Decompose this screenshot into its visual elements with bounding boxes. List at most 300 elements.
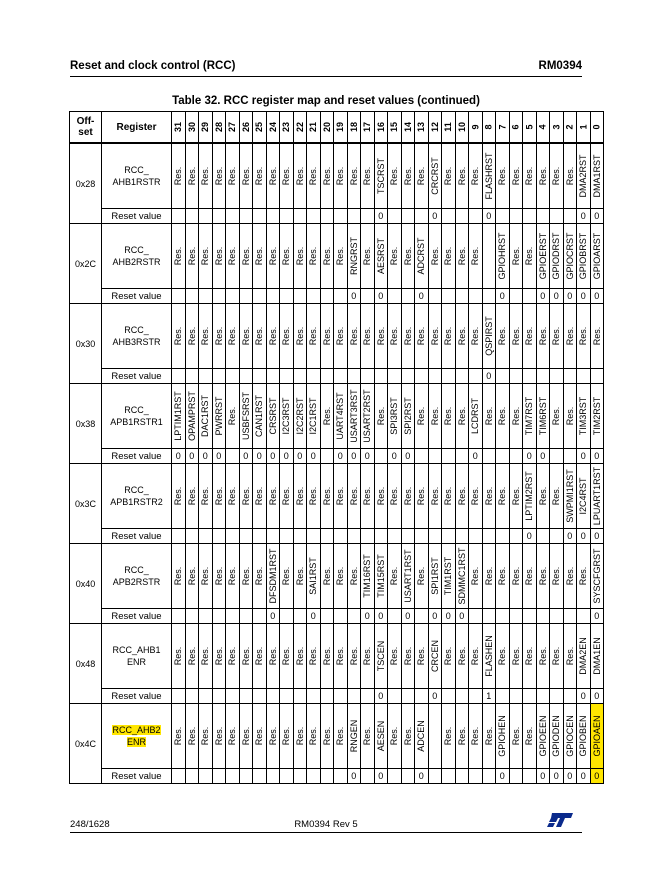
field-name: DMA2RST — [578, 154, 588, 198]
reset-value-label: Reset value — [102, 529, 172, 544]
field-name: Res. — [497, 486, 507, 506]
field-name: Res. — [227, 726, 237, 746]
bit-field-24 — [266, 224, 280, 289]
field-name: Res. — [524, 646, 534, 666]
reset-bit-7 — [496, 689, 510, 704]
field-name: Res. — [551, 326, 561, 346]
bit-field-16 — [374, 464, 388, 529]
bit-field-16 — [374, 704, 388, 769]
bit-field-8 — [482, 224, 496, 289]
bit-field-7 — [496, 143, 510, 209]
field-name: Res. — [348, 326, 359, 346]
reset-bit-14 — [401, 289, 415, 304]
reset-bit-6 — [509, 769, 523, 784]
bit-number: 9 — [470, 124, 481, 130]
reset-bit-8: 0 — [482, 369, 496, 384]
field-name: Res. — [564, 566, 575, 586]
field-name: Res. — [389, 726, 399, 746]
reset-value-label: Reset value — [102, 369, 172, 384]
field-name: RNGRST — [348, 237, 359, 275]
field-name: GPIOHRST — [497, 232, 507, 280]
bit-field-8 — [482, 143, 496, 209]
field-name: Res. — [456, 486, 467, 506]
field-name: Res. — [267, 326, 278, 346]
field-name: Res. — [362, 326, 372, 346]
bit-field-12 — [428, 464, 442, 529]
reset-bit-22 — [293, 689, 307, 704]
reset-bit-16 — [374, 449, 388, 464]
bit-field-0 — [590, 704, 604, 769]
reset-bit-8 — [482, 529, 496, 544]
bit-number: 29 — [200, 121, 211, 133]
bit-number: 26 — [240, 121, 251, 133]
field-name: Res. — [483, 486, 494, 506]
bit-field-0 — [590, 384, 604, 449]
reset-bit-24 — [266, 689, 280, 704]
bit-field-24 — [266, 304, 280, 369]
field-name: SPI1RST — [429, 557, 440, 595]
field-name: Res. — [281, 166, 291, 186]
reset-bit-26 — [239, 369, 253, 384]
bit-field-22 — [293, 304, 307, 369]
bit-header-23 — [280, 112, 294, 144]
bit-field-2 — [563, 384, 577, 449]
field-name: TIM3RST — [578, 396, 588, 436]
reset-bit-30 — [185, 369, 199, 384]
reset-bit-28 — [212, 769, 226, 784]
bit-field-5 — [523, 304, 537, 369]
bit-field-31 — [172, 304, 186, 369]
reset-bit-0: 0 — [590, 449, 604, 464]
bit-header-19 — [334, 112, 348, 144]
bit-header-20 — [320, 112, 334, 144]
bit-field-27 — [226, 384, 240, 449]
reset-bit-23 — [280, 529, 294, 544]
bit-field-19 — [334, 224, 348, 289]
field-name: Res. — [483, 406, 494, 426]
bit-field-12 — [428, 624, 442, 689]
field-name: Res. — [537, 166, 548, 186]
reset-bit-29 — [199, 769, 213, 784]
field-name: Res. — [294, 566, 305, 586]
reset-bit-16: 0 — [374, 689, 388, 704]
reset-bit-13 — [415, 449, 429, 464]
field-name: Res. — [335, 326, 345, 346]
reset-bit-19 — [334, 289, 348, 304]
reset-bit-31 — [172, 289, 186, 304]
field-name: Res. — [402, 246, 413, 266]
bit-field-27 — [226, 704, 240, 769]
bit-field-28 — [212, 143, 226, 209]
reset-bit-2 — [563, 449, 577, 464]
field-name: Res. — [510, 646, 521, 666]
reset-bit-14: 0 — [401, 449, 415, 464]
bit-field-5 — [523, 544, 537, 609]
field-name: Res. — [240, 726, 251, 746]
bit-field-23 — [280, 224, 294, 289]
reset-bit-31 — [172, 769, 186, 784]
field-name: Res. — [227, 326, 237, 346]
reset-bit-24: 0 — [266, 449, 280, 464]
bit-field-24 — [266, 464, 280, 529]
reset-bit-26: 0 — [239, 449, 253, 464]
bit-field-2 — [563, 304, 577, 369]
field-name: Res. — [510, 246, 521, 266]
reset-bit-29 — [199, 209, 213, 224]
reset-bit-27 — [226, 289, 240, 304]
reset-bit-30 — [185, 209, 199, 224]
section-title: Reset and clock control (RCC) — [70, 60, 236, 72]
field-name: TIM6RST — [537, 396, 548, 436]
bit-field-19 — [334, 624, 348, 689]
reset-bit-24 — [266, 529, 280, 544]
bit-field-29 — [199, 464, 213, 529]
reset-bit-0: 0 — [590, 289, 604, 304]
bit-field-29 — [199, 304, 213, 369]
field-name: Res. — [213, 646, 224, 666]
bit-field-1 — [577, 624, 591, 689]
register-name-line: APB1RSTR2 — [110, 497, 163, 507]
register-name-line: AHB2RSTR — [112, 257, 161, 267]
bit-number: 17 — [362, 121, 373, 133]
field-name: Res. — [362, 166, 372, 186]
bit-field-16 — [374, 624, 388, 689]
offset-column-header: Off-set — [70, 112, 102, 144]
table-header-row — [70, 112, 604, 144]
register-name — [102, 143, 172, 209]
field-name: Res. — [443, 406, 453, 426]
reset-bit-6 — [509, 529, 523, 544]
reset-bit-18 — [347, 209, 361, 224]
bit-number: 3 — [551, 124, 562, 130]
bit-field-30 — [185, 544, 199, 609]
field-name: Res. — [348, 646, 359, 666]
bit-field-3 — [550, 624, 564, 689]
field-name: Res. — [186, 246, 197, 266]
reset-bit-26 — [239, 769, 253, 784]
bit-field-17 — [361, 304, 375, 369]
reset-bit-11 — [442, 369, 456, 384]
field-name: Res. — [335, 166, 345, 186]
bit-header-3 — [550, 112, 564, 144]
bit-number: 8 — [483, 124, 494, 130]
register-name-line: RCC_ — [124, 325, 149, 335]
bit-field-26 — [239, 384, 253, 449]
reset-bit-1: 0 — [577, 289, 591, 304]
bit-field-13 — [415, 544, 429, 609]
reset-bit-1: 0 — [577, 209, 591, 224]
field-name: Res. — [551, 646, 561, 666]
bit-field-15 — [388, 544, 402, 609]
field-name: Res. — [213, 326, 224, 346]
bit-field-13 — [415, 304, 429, 369]
bit-header-5 — [523, 112, 537, 144]
reset-bit-31 — [172, 609, 186, 624]
bit-field-30 — [185, 464, 199, 529]
reset-bit-20 — [320, 289, 334, 304]
field-name: Res. — [429, 406, 440, 426]
reset-bit-25 — [253, 689, 267, 704]
register-name-text — [112, 245, 160, 267]
bit-field-28 — [212, 224, 226, 289]
bit-field-10 — [455, 704, 469, 769]
bit-field-19 — [334, 384, 348, 449]
reset-bit-30: 0 — [185, 449, 199, 464]
bit-header-16 — [374, 112, 388, 144]
field-name: Res. — [308, 646, 318, 666]
bit-field-20 — [320, 624, 334, 689]
bit-field-2 — [563, 464, 577, 529]
reset-bit-12: 0 — [428, 609, 442, 624]
reset-bit-17 — [361, 369, 375, 384]
field-name: LPTIM1RST — [173, 391, 183, 441]
bit-field-0 — [590, 464, 604, 529]
reset-value-label: Reset value — [102, 769, 172, 784]
field-name: Res. — [470, 646, 480, 666]
bit-field-3 — [550, 544, 564, 609]
bit-field-21 — [307, 624, 321, 689]
field-name: ADCEN — [416, 720, 426, 752]
bit-number: 18 — [348, 121, 359, 133]
field-name: Res. — [227, 246, 237, 266]
reset-bit-25: 0 — [253, 449, 267, 464]
reset-bit-14 — [401, 769, 415, 784]
bit-field-8 — [482, 624, 496, 689]
reset-bit-18 — [347, 369, 361, 384]
bit-field-21 — [307, 224, 321, 289]
bit-field-25 — [253, 143, 267, 209]
bit-number: 6 — [510, 124, 521, 130]
st-logo-icon — [546, 812, 574, 828]
reset-bit-11 — [442, 209, 456, 224]
reset-bit-17 — [361, 689, 375, 704]
bit-field-9 — [469, 143, 483, 209]
bit-field-26 — [239, 704, 253, 769]
bit-number: 21 — [308, 121, 319, 133]
reset-bit-14: 0 — [401, 609, 415, 624]
bit-field-29 — [199, 224, 213, 289]
field-name: Res. — [456, 726, 467, 746]
field-name: Res. — [389, 166, 399, 186]
field-name: Res. — [186, 726, 197, 746]
bit-field-1 — [577, 384, 591, 449]
field-name: Res. — [443, 486, 453, 506]
reset-bit-1: 0 — [577, 529, 591, 544]
reset-bit-10 — [455, 369, 469, 384]
field-name: Res. — [254, 246, 264, 266]
bit-field-7 — [496, 624, 510, 689]
field-name: Res. — [254, 566, 264, 586]
reset-bit-23 — [280, 209, 294, 224]
bit-number: 19 — [335, 121, 346, 133]
register-name-line: APB1RSTR1 — [110, 417, 163, 427]
field-name: Res. — [240, 166, 251, 186]
bit-field-28 — [212, 304, 226, 369]
field-name: Res. — [254, 646, 264, 666]
bit-field-0 — [590, 624, 604, 689]
reset-bit-16 — [374, 369, 388, 384]
register-name-line: RCC_ — [124, 245, 149, 255]
field-name: DMA1RST — [591, 154, 602, 198]
bit-field-9 — [469, 384, 483, 449]
bit-header-17 — [361, 112, 375, 144]
field-name: GPIOBEN — [578, 715, 588, 757]
reset-bit-11 — [442, 529, 456, 544]
bit-field-29 — [199, 143, 213, 209]
reset-bit-24 — [266, 369, 280, 384]
bit-field-15 — [388, 624, 402, 689]
field-name: Res. — [524, 246, 534, 266]
field-name: Res. — [402, 646, 413, 666]
reset-bit-17 — [361, 209, 375, 224]
bit-number: 16 — [375, 121, 386, 133]
reset-bit-22 — [293, 369, 307, 384]
bit-header-1 — [577, 112, 591, 144]
field-name: Res. — [402, 326, 413, 346]
bit-header-21 — [307, 112, 321, 144]
field-name: Res. — [173, 246, 183, 266]
reset-bit-23 — [280, 609, 294, 624]
bit-field-1 — [577, 304, 591, 369]
bit-field-21 — [307, 704, 321, 769]
field-name: Res. — [510, 566, 521, 586]
bit-number: 25 — [254, 121, 265, 133]
field-name: Res. — [564, 646, 575, 666]
bit-field-30 — [185, 143, 199, 209]
reset-bit-8 — [482, 289, 496, 304]
bit-number: 23 — [281, 121, 292, 133]
bit-number: 30 — [186, 121, 197, 133]
field-name: Res. — [281, 566, 291, 586]
bit-field-28 — [212, 624, 226, 689]
reset-bit-20 — [320, 449, 334, 464]
reset-bit-19 — [334, 769, 348, 784]
field-name: Res. — [416, 566, 426, 586]
reset-bit-19 — [334, 209, 348, 224]
bit-field-23 — [280, 624, 294, 689]
field-name: Res. — [227, 166, 237, 186]
reset-bit-29 — [199, 529, 213, 544]
reset-bit-9 — [469, 609, 483, 624]
reset-bit-14 — [401, 369, 415, 384]
reset-bit-29: 0 — [199, 449, 213, 464]
reset-bit-12 — [428, 449, 442, 464]
field-name: Res. — [267, 166, 278, 186]
bit-field-30 — [185, 624, 199, 689]
bit-number: 22 — [294, 121, 305, 133]
field-name: Res. — [416, 486, 426, 506]
field-name: DMA1EN — [591, 637, 602, 675]
register-name — [102, 384, 172, 449]
reset-bit-15: 0 — [388, 449, 402, 464]
bit-header-0 — [590, 112, 604, 144]
bit-field-2 — [563, 704, 577, 769]
field-name: Res. — [173, 486, 183, 506]
bit-field-18 — [347, 544, 361, 609]
bit-field-17 — [361, 624, 375, 689]
reset-bit-2 — [563, 609, 577, 624]
field-name: Res. — [200, 166, 210, 186]
reset-bit-9: 0 — [469, 449, 483, 464]
register-name-text — [112, 325, 160, 347]
field-name: UART4RST — [335, 392, 345, 440]
bit-field-27 — [226, 224, 240, 289]
bit-field-20 — [320, 224, 334, 289]
field-name: FLASHEN — [483, 635, 494, 677]
field-name: Res. — [416, 406, 426, 426]
field-name: TIM1RST — [443, 556, 453, 596]
bit-field-15 — [388, 224, 402, 289]
field-name: Res. — [186, 646, 197, 666]
register-row — [70, 704, 604, 769]
reset-bit-21: 0 — [307, 609, 321, 624]
reset-bit-27 — [226, 689, 240, 704]
bit-field-12 — [428, 304, 442, 369]
reset-bit-12: 0 — [428, 689, 442, 704]
reset-bit-28: 0 — [212, 449, 226, 464]
field-name: GPIOCRST — [564, 232, 575, 280]
field-name: Res. — [294, 246, 305, 266]
bit-field-2 — [563, 544, 577, 609]
register-name-line: RCC_AHB2 — [112, 725, 161, 735]
field-name: Res. — [483, 726, 494, 746]
bit-field-3 — [550, 143, 564, 209]
bit-field-12 — [428, 704, 442, 769]
bit-field-31 — [172, 143, 186, 209]
register-name-line: RCC_ — [124, 405, 149, 415]
reset-value-row — [70, 209, 604, 224]
reset-bit-3 — [550, 609, 564, 624]
bit-field-24 — [266, 624, 280, 689]
register-map-table — [69, 111, 604, 784]
bit-header-6 — [509, 112, 523, 144]
register-name-line: ENR — [126, 657, 146, 667]
bit-number: 4 — [537, 124, 548, 130]
reset-bit-8: 0 — [482, 209, 496, 224]
bit-field-14 — [401, 624, 415, 689]
reset-bit-12 — [428, 769, 442, 784]
bit-header-15 — [388, 112, 402, 144]
field-name: Res. — [429, 486, 440, 506]
bit-field-11 — [442, 464, 456, 529]
field-name: Res. — [213, 166, 224, 186]
reset-bit-6 — [509, 209, 523, 224]
register-column-header: Register — [102, 112, 172, 144]
reset-bit-16: 0 — [374, 289, 388, 304]
bit-field-18 — [347, 304, 361, 369]
bit-field-31 — [172, 384, 186, 449]
bit-field-21 — [307, 384, 321, 449]
bit-field-14 — [401, 544, 415, 609]
reset-bit-22 — [293, 209, 307, 224]
bit-number: 11 — [443, 122, 454, 132]
register-name-text — [112, 165, 160, 187]
bit-field-14 — [401, 384, 415, 449]
document-id: RM0394 — [538, 60, 582, 72]
bit-field-17 — [361, 224, 375, 289]
bit-field-6 — [509, 464, 523, 529]
reset-bit-27 — [226, 209, 240, 224]
reset-bit-13: 0 — [415, 769, 429, 784]
bit-field-10 — [455, 384, 469, 449]
bit-field-6 — [509, 704, 523, 769]
register-name-text — [112, 645, 160, 667]
field-name: Res. — [321, 246, 332, 266]
reset-bit-15 — [388, 769, 402, 784]
field-name: I2C1RST — [308, 397, 318, 435]
bit-field-23 — [280, 143, 294, 209]
reset-bit-4 — [536, 689, 550, 704]
